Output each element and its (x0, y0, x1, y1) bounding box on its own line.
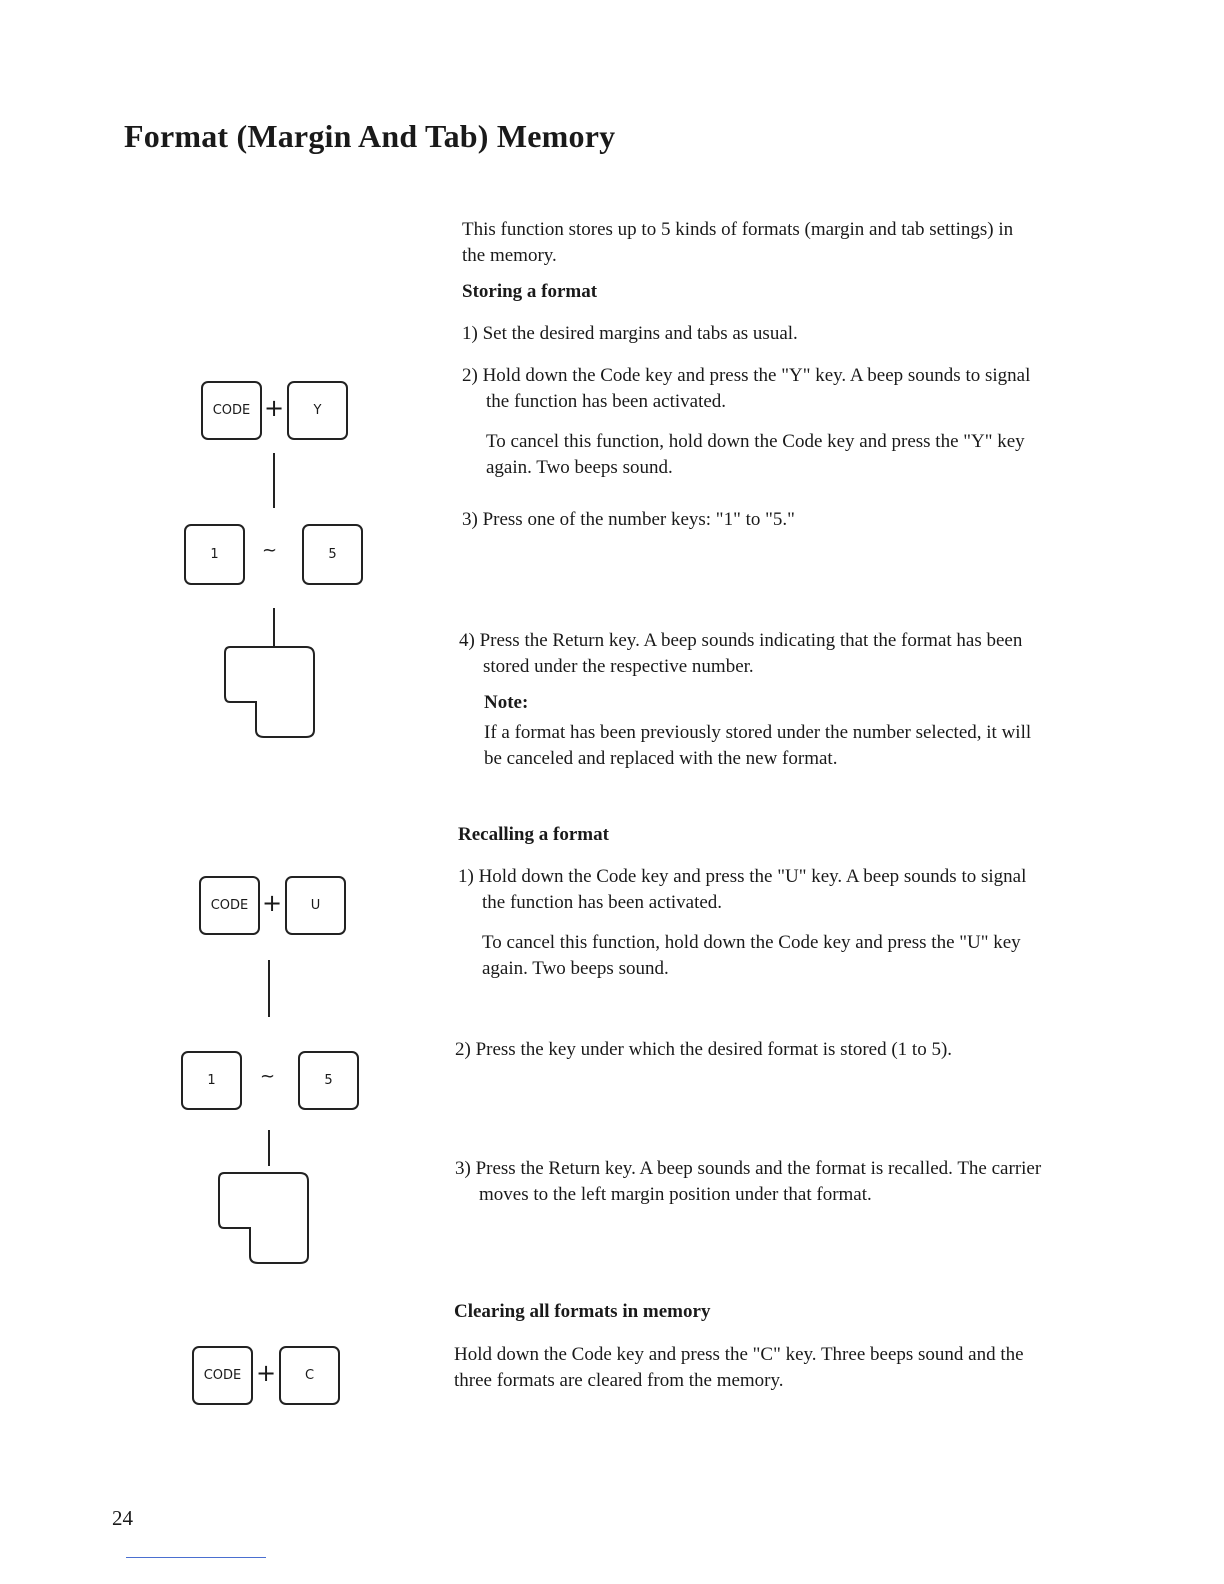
code-key: CODE (201, 381, 262, 440)
note-label: Note: (484, 692, 529, 713)
tilde-sign: ~ (260, 1066, 276, 1087)
intro-paragraph: This function stores up to 5 kinds of formats (margin and tab settings) in the memory. (462, 219, 1014, 266)
recalling-heading: Recalling a format (458, 824, 609, 845)
storing-step-2-text: 2) Hold down the Code key and press the "Y" key. A beep sounds to signal the function has been activated. (462, 365, 1031, 412)
recalling-step-1-cancel: To cancel this function, hold down the Code key and press the "U" key again. Two beeps sound. (482, 932, 1021, 979)
connector-line (268, 1130, 270, 1166)
c-key: C (279, 1346, 340, 1405)
code-key: CODE (199, 876, 260, 935)
recalling-step-1-text: 1) Hold down the Code key and press the "U" key. A beep sounds to signal the function has been activated. (458, 866, 1027, 913)
clearing-text: Hold down the Code key and press the "C" key. Three beeps sound and the three formats are cleared from the memory. (454, 1344, 1024, 1391)
u-key: U (285, 876, 346, 935)
storing-step-3: 3) Press one of the number keys: "1" to "5." (462, 509, 795, 530)
recalling-step-3: 3) Press the Return key. A beep sounds and the format is recalled. The carrier moves to the left margin position under that format. (455, 1158, 1042, 1205)
storing-step-4: 4) Press the Return key. A beep sounds indicating that the format has been stored under the respective number. (459, 630, 1023, 677)
number-key-5: 5 (302, 524, 363, 585)
number-key-1: 1 (181, 1051, 242, 1110)
connector-line (273, 453, 275, 508)
y-key: Y (287, 381, 348, 440)
plus-sign: + (264, 394, 285, 422)
connector-line (268, 960, 270, 1017)
plus-sign: + (262, 889, 283, 917)
number-key-5: 5 (298, 1051, 359, 1110)
footer-rule (126, 1557, 266, 1558)
plus-sign: + (256, 1359, 277, 1387)
tilde-sign: ~ (262, 540, 278, 561)
page-title: Format (Margin And Tab) Memory (124, 118, 616, 154)
return-key-icon (216, 1168, 312, 1268)
storing-step-2 (462, 363, 1038, 481)
page-number: 24 (112, 1506, 133, 1530)
recalling-step-2: 2) Press the key under which the desired format is stored (1 to 5). (455, 1039, 953, 1060)
note-text: If a format has been previously stored under the number selected, it will be canceled and replaced with the new format. (484, 722, 1032, 769)
storing-step-1: 1) Set the desired margins and tabs as usual. (462, 323, 798, 344)
storing-heading: Storing a format (462, 281, 598, 302)
code-key: CODE (192, 1346, 253, 1405)
number-key-1: 1 (184, 524, 245, 585)
recalling-step-1 (458, 864, 1036, 982)
return-key-icon (222, 640, 318, 740)
clearing-heading: Clearing all formats in memory (454, 1301, 711, 1322)
storing-step-2-cancel: To cancel this function, hold down the Code key and press the "Y" key again. Two beeps sound. (486, 431, 1025, 478)
